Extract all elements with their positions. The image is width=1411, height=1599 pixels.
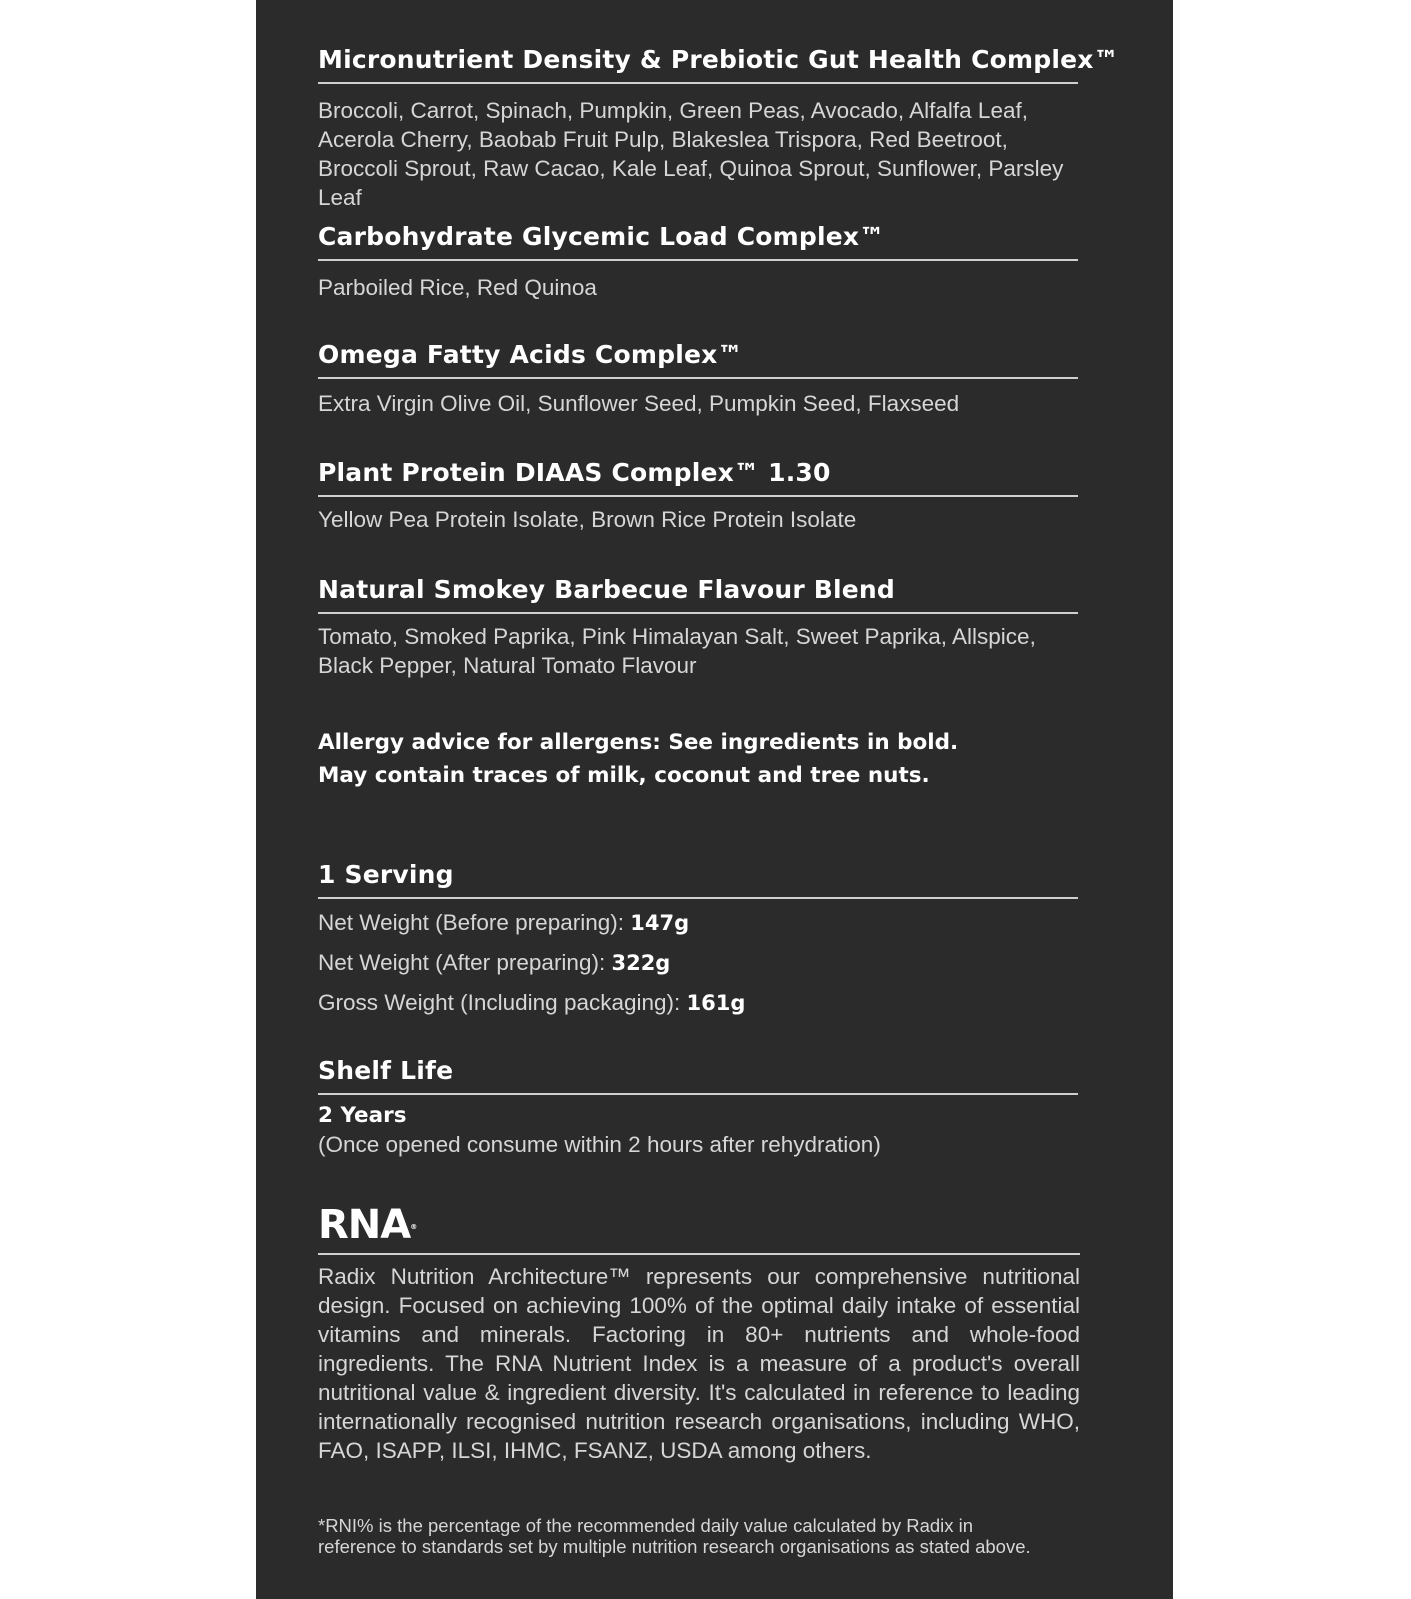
weight-label: Net Weight (Before preparing):	[318, 910, 631, 935]
section-heading: Plant Protein DIAAS Complex™ 1.30	[318, 458, 831, 487]
weight-label: Gross Weight (Including packaging):	[318, 990, 687, 1015]
serving-heading: 1 Serving	[318, 860, 454, 889]
ingredient-section-carbohydrate	[318, 222, 1078, 302]
weight-label: Net Weight (After preparing):	[318, 950, 612, 975]
weight-row	[318, 983, 1078, 1023]
rna-logo-text: RNA	[318, 1202, 411, 1248]
rni-footnote: *RNI% is the percentage of the recommended daily value calculated by Radix in reference to standards set by multiple nutrition research organisations as stated above.	[318, 1515, 1031, 1557]
shelf-life-note: (Once opened consume within 2 hours after rehydration)	[318, 1132, 881, 1157]
divider	[318, 495, 1078, 497]
rna-section	[318, 1202, 1080, 1465]
weight-value: 147g	[630, 911, 690, 935]
rna-logo	[318, 1202, 418, 1248]
ingredient-section-omega	[318, 340, 1078, 418]
registered-mark: ®	[410, 1223, 418, 1231]
divider	[318, 377, 1078, 379]
section-heading: Natural Smokey Barbecue Flavour Blend	[318, 575, 896, 604]
section-heading: Carbohydrate Glycemic Load Complex™	[318, 222, 885, 251]
shelf-life-heading: Shelf Life	[318, 1056, 454, 1085]
shelf-life-value: 2 Years	[318, 1103, 407, 1128]
allergy-line: Allergy advice for allergens: See ingredients in bold.	[318, 730, 959, 755]
divider	[318, 82, 1078, 84]
section-heading: Omega Fatty Acids Complex™	[318, 340, 743, 369]
weight-row	[318, 943, 1078, 983]
divider	[318, 1253, 1080, 1255]
product-info-panel	[256, 0, 1173, 1599]
divider	[318, 1093, 1078, 1095]
weight-value: 161g	[686, 991, 746, 1015]
rna-description: Radix Nutrition Architecture™ represents our comprehensive nutritional design. Focused on achieving 100% of the optimal daily intake of essential vitamins and minerals. Factoring in 80+ nutrients and whole-food ingredients. The RNA Nutrient Index is a measure of a product's overall nutritional value & ingredient diversity. It's calculated in reference to leading internationally recognised nutrition research organisations, including WHO, FAO, ISAPP, ILSI, IHMC, FSANZ, USDA among others.	[318, 1264, 1080, 1463]
section-body: Broccoli, Carrot, Spinach, Pumpkin, Green Peas, Avocado, Alfalfa Leaf, Acerola Cherry, Baobab Fruit Pulp, Blakeslea Trispora, Red Beetroot, Broccoli Sprout, Raw Cacao, Kale Leaf, Quinoa Sprout, Sunflower, Parsley Leaf	[318, 98, 1064, 210]
ingredient-section-micronutrient	[318, 45, 1119, 212]
footnote-section	[318, 1515, 1048, 1557]
weight-row	[318, 903, 1078, 943]
ingredient-section-flavour	[318, 575, 1078, 680]
divider	[318, 612, 1078, 614]
serving-section	[318, 860, 1078, 1023]
section-body: Yellow Pea Protein Isolate, Brown Rice Protein Isolate	[318, 507, 857, 532]
section-body: Parboiled Rice, Red Quinoa	[318, 275, 597, 300]
section-body: Tomato, Smoked Paprika, Pink Himalayan Salt, Sweet Paprika, Allspice, Black Pepper, Natural Tomato Flavour	[318, 624, 1036, 678]
section-heading: Micronutrient Density & Prebiotic Gut Health Complex™	[318, 45, 1119, 74]
shelf-life-section	[318, 1056, 1078, 1159]
ingredient-section-protein	[318, 458, 1078, 534]
section-body: Extra Virgin Olive Oil, Sunflower Seed, Pumpkin Seed, Flaxseed	[318, 391, 960, 416]
allergy-line: May contain traces of milk, coconut and tree nuts.	[318, 763, 930, 788]
divider	[318, 897, 1078, 899]
allergy-advice	[318, 726, 1078, 792]
divider	[318, 259, 1078, 261]
weight-value: 322g	[611, 951, 671, 975]
